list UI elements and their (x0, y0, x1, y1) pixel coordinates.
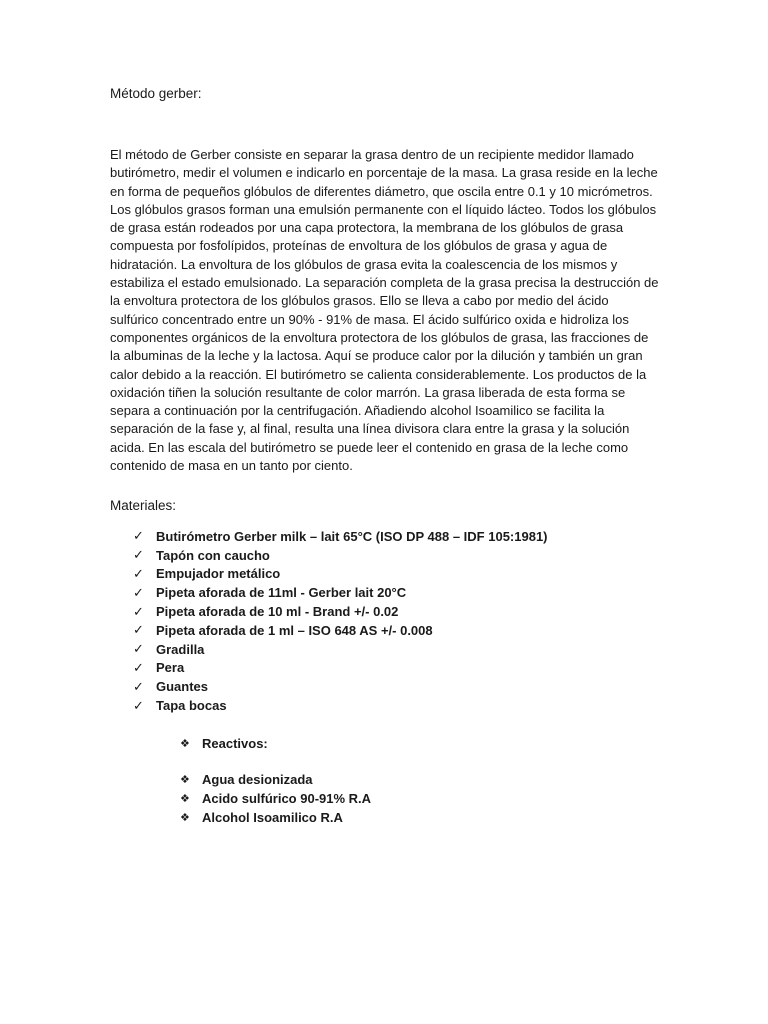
check-icon: ✓ (133, 641, 144, 657)
reagent-label: Acido sulfúrico 90-91% R.A (202, 791, 372, 806)
paragraph-line: butirómetro, medir el volumen e indicarlo en porcentaje de la masa. La grasa reside en la leche (110, 165, 658, 181)
materials-list-item (133, 565, 548, 584)
material-label: Tapón con caucho (156, 547, 270, 563)
material-label: Butirómetro Gerber milk – lait 65°C (ISO DP 488 – IDF 105:1981) (156, 528, 548, 544)
paragraph-line: sulfúrico concentrado entre un 90% - 91% de masa. El ácido sulfúrico oxida e hidroliza los (110, 311, 629, 327)
material-label: Guantes (156, 679, 209, 695)
material-label: Tapa bocas (156, 698, 227, 714)
diamond-bullet-icon: ❖ (180, 793, 190, 805)
reagent-label: Alcohol Isoamilico R.A (202, 810, 343, 825)
paragraph-line: hidratación. La envoltura de los glóbulos de grasa evita la coalescencia de los mismos y (110, 256, 618, 272)
reagents-list-item (180, 770, 371, 789)
check-icon: ✓ (133, 697, 144, 713)
reagents-list (180, 770, 371, 827)
check-icon: ✓ (133, 622, 144, 638)
materials-list-item (133, 602, 548, 621)
material-label: Pipeta aforada de 11ml - Gerber lait 20°C (156, 585, 407, 601)
material-label: Pipeta aforada de 10 ml - Brand +/- 0.02 (156, 604, 399, 620)
paragraph-line: Los glóbulos grasos forman una emulsión permanente con el líquido lácteo. Todos los glóbulos (110, 201, 657, 217)
reagents-list-item (180, 789, 371, 808)
paragraph-line: separación de la fase y, al final, resulta una línea divisora clara entre la grasa y la solución (110, 421, 630, 437)
paragraph-line: la albuminas de la leche y la lactosa. Aquí se produce calor por la dilución y también un gran (110, 348, 643, 364)
check-icon: ✓ (133, 659, 144, 675)
check-icon: ✓ (133, 565, 144, 581)
diamond-bullet-icon: ❖ (180, 812, 190, 824)
reagents-heading (180, 736, 268, 751)
paragraph-line: estabiliza el estado emulsionado. La separación completa de la grasa precisa la destrucción de (110, 275, 659, 291)
paragraph-line: El método de Gerber consiste en separar la grasa dentro de un recipiente medidor llamado (110, 147, 634, 162)
paragraph-line: separa a continuación por la centrifugación. Añadiendo alcohol Isoamilico se facilita la (110, 403, 605, 419)
check-icon: ✓ (133, 528, 144, 544)
paragraph-line: componentes orgánicos de la envoltura protectora de los glóbulos de grasa, las fracciones de (110, 329, 649, 345)
material-label: Pipeta aforada de 1 ml – ISO 648 AS +/- 0.008 (156, 622, 433, 638)
material-label: Pera (156, 660, 185, 676)
paragraph-line: de grasa están rodeados por una capa protectora, la membrana de los glóbulos de grasa (110, 220, 624, 236)
materials-list-item (133, 527, 548, 546)
document-title: Método gerber: (110, 86, 202, 101)
paragraph-line: compuesta por fosfolípidos, proteínas de envoltura de los glóbulos de grasa y agua de (110, 238, 608, 254)
description-paragraph (110, 146, 670, 475)
material-label: Gradilla (156, 641, 205, 657)
material-label: Empujador metálico (156, 566, 281, 582)
materials-list-item (133, 659, 548, 678)
check-icon: ✓ (133, 603, 144, 619)
materials-list-item (133, 546, 548, 565)
reagents-heading-label: Reactivos: (202, 736, 268, 751)
check-icon: ✓ (133, 584, 144, 600)
materials-list-item (133, 677, 548, 696)
materials-list-item (133, 621, 548, 640)
paragraph-line: la envoltura protectora de los glóbulos grasos. Ello se lleva a cabo por medio del ácido (110, 293, 609, 309)
reagent-label: Agua desionizada (202, 772, 313, 787)
paragraph-line: calor debido a la reacción. El butirómetro se calienta considerablemente. Los productos de la (110, 366, 647, 382)
materials-list-item (133, 640, 548, 659)
reagents-list-item (180, 808, 371, 827)
check-icon: ✓ (133, 678, 144, 694)
materials-list (133, 527, 548, 715)
materials-list-item (133, 696, 548, 715)
diamond-bullet-icon: ❖ (180, 738, 190, 750)
paragraph-line: contenido de masa en un tanto por ciento. (110, 458, 353, 474)
diamond-bullet-icon: ❖ (180, 774, 190, 786)
check-icon: ✓ (133, 547, 144, 563)
paragraph-line: acida. En las escala del butirómetro se puede leer el contenido en grasa de la leche como (110, 439, 629, 455)
materials-list-item (133, 583, 548, 602)
materials-heading: Materiales: (110, 498, 177, 513)
paragraph-line: oxidación tiñen la solución resultante de color marrón. La grasa liberada de esta forma se (110, 384, 626, 400)
paragraph-line: en forma de pequeños glóbulos de diferentes diámetro, que oscila entre 0.1 y 10 micrómetros. (110, 183, 653, 199)
